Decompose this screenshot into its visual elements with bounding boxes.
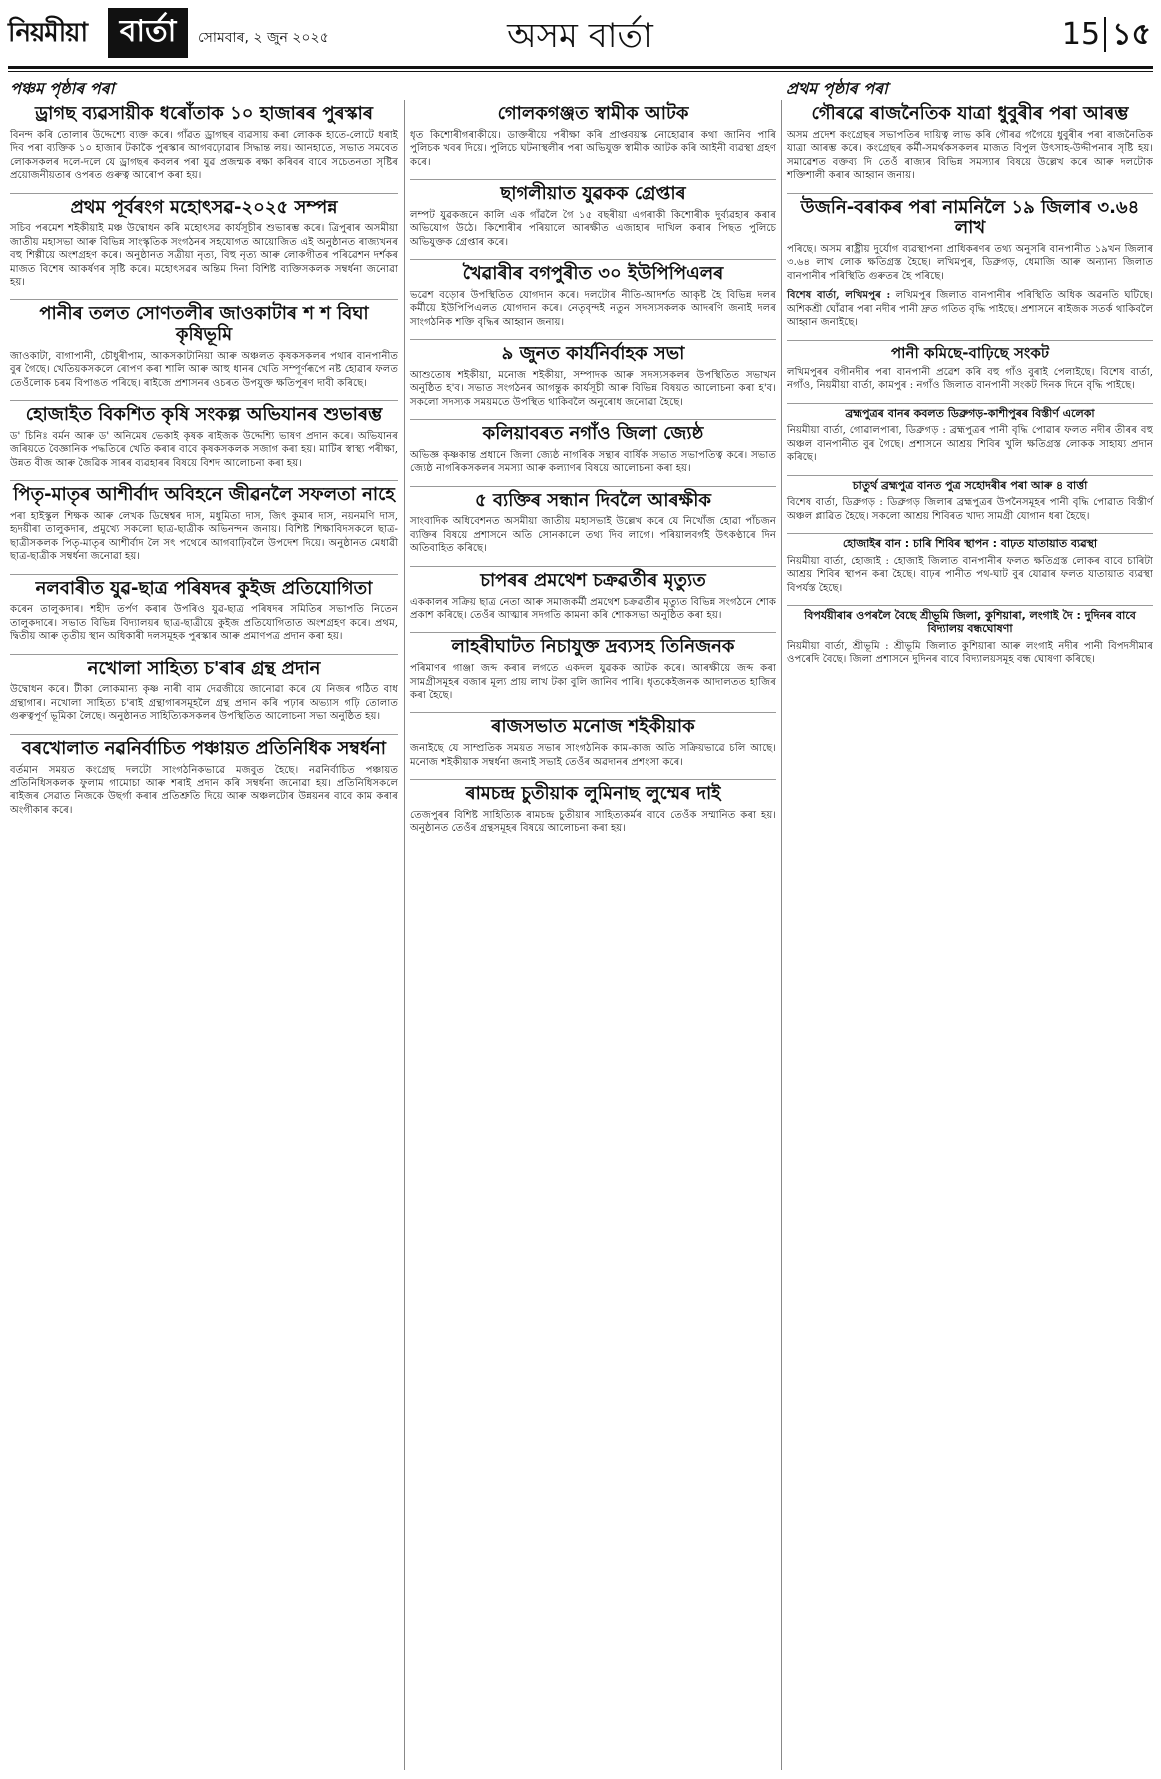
article — [410, 424, 776, 487]
headline: গৌৰৱে ৰাজনৈতিক যাত্ৰা ধুবুৰীৰ পৰা আৰম্ভ — [811, 103, 1129, 124]
article-body: অভিজ্ঞ কৃষ্ণকান্ত প্ৰধানে জিলা জ্যেষ্ঠ নাগৰিক সন্থাৰ বাৰ্ষিক সভাত সভাপতিত্ব কৰে। সভাত জ্যেষ্ঠ নাগৰিকসকলৰ সমস্যা আৰু কল্যাণৰ বিষয়ে আলোচনা কৰা হয়। — [410, 449, 776, 475]
article — [410, 637, 776, 713]
article-body: ড' চিনিঃ বৰ্মন আৰু ড' অনিমেষ ভেকাই কৃষক ৰাইজক উদ্দেশ্যি ভাষণ প্ৰদান কৰে। অভিযানৰ জৰিয়তে বৈজ্ঞানিক পদ্ধতিৰে খেতি কৰাৰ বাবে কৃষকসকলক সজাগ কৰা হয়। মাটিৰ স্বাস্থ্য পৰীক্ষা, উন্নত বীজ আৰু জৈৱিক সাৰৰ ব্যৱহাৰৰ বিষয়ে বিশদ আলোচনা কৰা হয়। — [10, 430, 398, 469]
article — [10, 485, 398, 575]
article-text: লখিমপুৰ জিলাত বানপানীৰ পৰিস্থিতি অধিক অৱনতি ঘটিছে। অশিকশ্ৰী ঘোঁৱাৰ পৰা নদীৰ পানী দ্ৰুত গতিত বৃদ্ধি পাইছে। প্ৰশাসনে ৰাইজক সতৰ্ক থাকিবলৈ আহ্বান জনাইছে। — [787, 290, 1153, 329]
article-body: ভৱেশ বড়োৰ উপস্থিতিত যোগদান কৰে। দলটোৰ নীতি-আদৰ্শত আকৃষ্ট হৈ বিভিন্ন দলৰ কৰ্মীয়ে ইউপিপিএলত যোগদান কৰে। নেতৃবৃন্দই নতুন সদস্যসকলক আদৰণি জনাই দলৰ সাংগঠনিক শক্তি বৃদ্ধিৰ আহ্বান জনায়। — [410, 289, 776, 328]
dateline: বিশেষ বাৰ্তা, লখিমপুৰ : — [787, 289, 891, 302]
headline: ড্ৰাগছ ব্যৱসায়ীক ধৰোঁতাক ১০ হাজাৰৰ পুৰস্কাৰ — [34, 103, 373, 124]
article — [10, 739, 398, 828]
headline: ৰাজসভাত মনোজ শইকীয়াক — [491, 716, 695, 738]
page-number-en: 15 — [1061, 17, 1101, 52]
article — [10, 659, 398, 735]
continued-from-band-left: পঞ্চম পৃষ্ঠাৰ পৰা — [10, 79, 115, 98]
masthead-rule-thin — [8, 71, 1153, 72]
page-number — [1062, 10, 1151, 61]
article-body: এককালৰ সক্ৰিয় ছাত্ৰ নেতা আৰু সমাজকৰ্মী প্ৰমথেশ চক্ৰৱৰ্তীৰ মৃত্যুত বিভিন্ন সংগঠনে শোক প্ৰকাশ কৰিছে। তেওঁৰ আত্মাৰ সদগতি কামনা কৰি শোকসভা অনুষ্ঠিত কৰা হয়। — [410, 596, 776, 621]
headline: খৈৱাৰীৰ বগপুৰীত ৩০ ইউপিপিএলৰ — [462, 263, 724, 285]
article — [787, 480, 1153, 535]
article — [787, 198, 1153, 341]
article-body: লম্পট যুৱকজনে কালি এক গাঁৱলৈ গৈ ১৫ বছৰীয়া এগৰাকী কিশোৰীক দুৰ্ব্যৱহাৰ কৰাৰ অভিযোগ উঠে। কিশোৰীৰ পৰিয়ালে আৰক্ষীত এজাহাৰ দাখিল কৰাৰ পিছত পুলিচে অভিযুক্তক গ্ৰেপ্তাৰ কৰে। — [410, 209, 776, 248]
article-body: তেজপুৰৰ বিশিষ্ট সাহিত্যিক ৰামচন্দ্ৰ চুতীয়াৰ সাহিত্যকৰ্মৰ বাবে তেওঁক সম্মানিত কৰা হয়। অনুষ্ঠানত তেওঁৰ গ্ৰন্থসমূহৰ বিষয়ে আলোচনা কৰা হয়। — [410, 809, 776, 835]
article-body: পৰিছে। অসম ৰাষ্ট্ৰীয় দুৰ্যোগ ব্যৱস্থাপনা প্ৰাধিকৰণৰ তথ্য অনুসৰি বানপানীত ১৯খন জিলাৰ ৩.৬৪ লাখ লোক ক্ষতিগ্ৰস্ত হৈছে। লখিমপুৰ, ডিব্ৰুগড়, ধেমাজি আৰু অন্যান্য জিলাত বানপানীৰ পৰিস্থিতি গুৰুতৰ হৈ পৰিছে। — [787, 243, 1153, 282]
article — [410, 784, 776, 846]
logo-right-text: বাৰ্তা — [108, 8, 188, 58]
column-2 — [410, 100, 776, 850]
headline: পানীৰ তলত সোণতলীৰ জাওকাটাৰ শ শ বিঘা কৃষিভূমি — [39, 303, 369, 346]
headline: প্ৰথম পূৰ্বৰংগ মহোৎসৱ-২০২৫ সম্পন্ন — [70, 196, 338, 218]
article-body: উদ্বোধন কৰে। টীকা লোকমান্য কৃষ্ণ নাৰী বাম দেৱজীয়ে জানোৱা কৰে যে নিজৰ গঠিত বাধ গ্ৰন্থাগাৰ। নখোলা সাহিত্য চ'ৰাই গ্ৰন্থাগাৰসমূহলৈ গ্ৰন্থ প্ৰদান কৰি পঢ়াৰ অভ্যাস গঢ়ি তোলাত গুৰুত্বপূৰ্ণ ভূমিকা লৈছে। অনুষ্ঠানত সাহিত্যিকসকলৰ উপস্থিতিত আলোচনা সভা অনুষ্ঠিত হয়। — [10, 684, 398, 723]
article — [410, 264, 776, 340]
article-body: সচিব পৰমেশ শইকীয়াই মঞ্চ উদ্বোধন কৰি মহোৎসৱ কাৰ্যসূচীৰ শুভাৰম্ভ কৰে। ত্ৰিপুৰাৰ অসমীয়া জাতীয় মহাসভা আৰু বিভিন্ন সাংস্কৃতিক সংগঠনৰ সহযোগত আয়োজিত এই অনুষ্ঠানত ৰাজ্যখনৰ বহু শিল্পীয়ে অংশগ্ৰহণ কৰে। অনুষ্ঠানত সত্ৰীয়া নৃত্য, বিহু নৃত্য আৰু লোকগীতৰ পৰিৱেশন দৰ্শকৰ মাজত বিশেষ আকৰ্ষণৰ সৃষ্টি কৰে। মহোৎসৱৰ অন্তিম দিনা বিশিষ্ট ব্যক্তিসকলক সম্বৰ্ধনা জনোৱা হয়। — [10, 223, 398, 288]
article — [10, 198, 398, 301]
column-1 — [10, 100, 398, 831]
headline: পানী কমিছে-বাঢ়িছে সংকট — [891, 343, 1049, 362]
article — [10, 579, 398, 655]
article — [410, 184, 776, 260]
article — [787, 538, 1153, 606]
headline: ৫ ব্যক্তিৰ সন্ধান দিবলৈ আৰক্ষীক — [475, 489, 711, 511]
headline: বৰখোলাত নৱনিৰ্বাচিত পঞ্চায়ত প্ৰতিনিধিক সম্বৰ্ধনা — [21, 737, 387, 759]
article-body: পৰিমাণৰ গাঞ্জা জব্দ কৰাৰ লগতে একদল যুৱকক আটক কৰে। আৰক্ষীয়ে জব্দ কৰা সামগ্ৰীসমূহৰ বজাৰ মূল্য প্ৰায় লাখ টকা বুলি জানিব পাৰি। ধৃতকেইজনক আদালতত হাজিৰ কৰা হৈছে। — [410, 663, 776, 702]
article-body: পৰা হাইস্কুল শিক্ষক আৰু লেখক ডিম্বেশ্বৰ দাস, মধুমিতা দাস, জিৎ কুমাৰ দাস, নয়নমণি দাস, হৃদয়ীৰা তালুকদাৰ, প্ৰমুখ্যে সকলো ছাত্ৰ-ছাত্ৰীক অভিনন্দন জনায়। বিশিষ্ট শিক্ষাবিদসকলে ছাত্ৰ-ছাত্ৰীসকলক পিতৃ-মাতৃৰ আশীৰ্বাদ লৈ সৎ পথেৰে আগবাঢ়িবলৈ উপদেশ দিয়ে। অনুষ্ঠানত মেধাৱী ছাত্ৰ-ছাত্ৰীক সম্বৰ্ধনা জনোৱা হয়। — [10, 510, 398, 563]
article-body: ধৃত কিশোৰীগৰাকীয়ে। ডাক্তৰীয়ে পৰীক্ষা কৰি প্ৰাপ্তবয়স্ক নোহোৱাৰ কথা জানিব পাৰি পুলিচক খবৰ দিয়ে। পুলিচে ঘটনাস্থলীৰ পৰা অভিযুক্ত স্বামীক আটক কৰি আইনী ব্যৱস্থা গ্ৰহণ কৰে। — [410, 129, 776, 168]
newspaper-logo — [8, 8, 188, 58]
headline: নলবাৰীত যুৱ-ছাত্ৰ পৰিষদৰ কুইজ প্ৰতিযোগিতা — [35, 577, 373, 599]
masthead-rule — [8, 66, 1153, 69]
issue-date: সোমবাৰ, ২ জুন ২০২৫ — [198, 30, 329, 46]
article-body: আশুতোষ শইকীয়া, মনোজ শইকীয়া, সম্পাদক আৰু সদস্যসকলৰ উপস্থিতিত সভাখন অনুষ্ঠিত হ'ব। সভাত সংগঠনৰ আগন্তুক কাৰ্যসূচী আৰু বিভিন্ন বিষয়ত আলোচনা কৰা হ'ব। সকলো সদস্যক সময়মতে উপস্থিত থাকিবলৈ অনুৰোধ জনোৱা হৈছে। — [410, 369, 776, 408]
article-body: অসম প্ৰদেশ কংগ্ৰেছৰ সভাপতিৰ দায়িত্ব লাভ কৰি গৌৰৱ গগৈয়ে ধুবুৰীৰ পৰা ৰাজনৈতিক যাত্ৰা আৰম্ভ কৰে। কংগ্ৰেছৰ কৰ্মী-সমৰ্থকসকলৰ মাজত বিপুল উৎসাহ-উদ্দীপনাৰ সৃষ্টি হয়। সমাৱেশত বক্তব্য দি তেওঁ ৰাজ্যৰ বিভিন্ন সমস্যাৰ বিষয়ে উল্লেখ কৰে আৰু দলটোক শক্তিশালী কৰাৰ আহ্বান জনায়। — [787, 129, 1153, 182]
headline: চাপৰৰ প্ৰমথেশ চক্ৰৱৰ্তীৰ মৃত্যুত — [480, 569, 706, 591]
article-body: লখিমপুৰৰ বগীনদীৰ পৰা বানপানী প্ৰৱেশ কৰি বহু গাঁও বুৰাই পেলাইছে। বিশেষ বাৰ্তা, নগাঁও, নিয়মীয়া বাৰ্তা, কামপুৰ : নগাঁও জিলাত বানপানী সংকট দিনক দিনে বৃদ্ধি পাইছে। — [787, 366, 1153, 392]
article-body: নিয়মীয়া বাৰ্তা, শ্ৰীভূমি : শ্ৰীভূমি জিলাত কুশিয়াৰা আৰু লংগাই নদীৰ পানী বিপদসীমাৰ ওপৰেদি বৈছে। জিলা প্ৰশাসনে দুদিনৰ বাবে বিদ্যালয়সমূহ বন্ধ ঘোষণা কৰিছে। — [787, 640, 1153, 666]
article-body: জনাইছে যে সাম্প্ৰতিক সময়ত সভাৰ সাংগঠনিক কাম-কাজ অতি সক্ৰিয়ভাৱে চলি আছে। মনোজ শইকীয়াক সম্বৰ্ধনা জনাই সভাই তেওঁৰ অৱদানৰ প্ৰশংসা কৰে। — [410, 743, 776, 768]
article — [410, 344, 776, 420]
headline: লাহৰীঘাটত নিচাযুক্ত দ্ৰব্যসহ তিনিজনক — [451, 636, 735, 658]
article — [410, 571, 776, 634]
column-3 — [787, 100, 1153, 680]
headline: হোজাইত বিকশিত কৃষি সংকল্প অভিযানৰ শুভাৰম্ভ — [25, 404, 383, 426]
headline: কলিয়াবৰত নগাঁও জিলা জ্যেষ্ঠ — [482, 423, 704, 445]
page-number-bn: ১৫ — [1104, 17, 1151, 52]
headline: বিপৰ্যয়ীৰাৰ ওপৰলৈ বৈছে শ্ৰীভূমি জিলা, কুশিয়াৰা, লংগাই দৈ : দুদিনৰ বাবে বিদ্যালয় বন্ধঘোষণা — [804, 609, 1136, 635]
article-body: নিয়মীয়া বাৰ্তা, হোজাই : হোজাই জিলাত বানপানীৰ ফলত ক্ষতিগ্ৰস্ত লোকৰ বাবে চাৰিটা আশ্ৰয় শিবিৰ স্থাপন কৰা হৈছে। বাঢ়ৰ পানীত পথ-ঘাট বুৰ যোৱাৰ ফলত যাতায়াত ব্যৱস্থা বিপৰ্যস্ত হৈছে। — [787, 555, 1153, 594]
logo-left-text: নিয়মীয়া — [8, 18, 88, 48]
column-divider — [781, 100, 782, 1770]
headline: পিতৃ-মাতৃৰ আশীৰ্বাদ অবিহনে জীৱনলৈ সফলতা নাহে — [13, 484, 395, 506]
headline: হোজাইৰ বান : চাৰি শিবিৰ স্থাপন : বাঢ়ত যাতায়াত ব্যৱস্থা — [842, 537, 1098, 551]
headline: ৰামচন্দ্ৰ চুতীয়াক লুমিনাছ লুম্মেৰ দাই — [465, 783, 721, 805]
article-body: বৰ্তমান সময়ত কংগ্ৰেছ দলটো সাংগঠনিকভাৱে মজবুত হৈছে। নৱনিৰ্বাচিত পঞ্চায়ত প্ৰতিনিধিসকলক ফুলাম গামোচা আৰু শৰাই প্ৰদান কৰি সম্বৰ্ধনা জনোৱা হয়। প্ৰতিনিধিসকলে ৰাইজৰ সেৱাত নিজকে উছৰ্গা কৰাৰ প্ৰতিশ্ৰুতি দিয়ে আৰু অঞ্চলটোৰ উন্নয়নৰ বাবে কাম কৰাৰ অংগীকাৰ কৰে। — [10, 764, 398, 816]
column-divider — [404, 100, 405, 1770]
headline: নখোলা সাহিত্য চ'ৰাৰ গ্ৰন্থ প্ৰদান — [87, 657, 321, 679]
continued-from-band-right: প্ৰথম পৃষ্ঠাৰ পৰা — [786, 79, 888, 98]
article-body: কৰেন তালুকদাৰ। শহীদ তৰ্পণ কৰাৰ উপৰিও যুৱ-ছাত্ৰ পৰিষদৰ সমিতিৰ সভাপতি নিতেন তালুকদাৰে। সভাত বিভিন্ন বিদ্যালয়ৰ ছাত্ৰ-ছাত্ৰীয়ে কুইজ প্ৰতিযোগিতাত অংশগ্ৰহণ কৰে। প্ৰথম, দ্বিতীয় আৰু তৃতীয় স্থান অধিকাৰী দলসমূহক পুৰস্কাৰ আৰু প্ৰমাণপত্ৰ প্ৰদান কৰা হয়। — [10, 604, 398, 643]
article — [787, 408, 1153, 476]
article — [410, 491, 776, 567]
article-body: জাওকাটা, বাগাপানী, চৌধুৰীপাম, আকসকাটানিয়া আৰু অঞ্চলত কৃষকসকলৰ পথাৰ বানপানীত বুৰ গৈছে। খেতিয়কসকলে ৰোপণ কৰা শালি আৰু আহু ধানৰ খেতি সম্পূৰ্ণৰূপে নষ্ট হোৱাৰ ফলত তেওঁলোক চৰম বিপাঙত পৰিছে। ৰাইজে প্ৰশাসনৰ ওচৰত উপযুক্ত ক্ষতিপূৰণ দাবী কৰিছে। — [10, 350, 398, 389]
article-body: বিশেষ বাৰ্তা, ডিব্ৰুগড় : ডিব্ৰুগড় জিলাৰ ব্ৰহ্মপুত্ৰৰ উপনৈসমূহৰ পানী বৃদ্ধি পোৱাত বিস্তীৰ্ণ অঞ্চল প্লাৱিত হৈছে। সকলো আশ্ৰয় শিবিৰত খাদ্য সামগ্ৰী যোগান ধৰা হৈছে। — [787, 497, 1153, 522]
article-body: বিনন্দ কৰি তোলাৰ উদ্দেশ্যে ব্যক্ত কৰে। গাঁৱত ড্ৰাগছৰ ব্যৱসায় কৰা লোকক হাতে-লোটে ধৰাই দিব পৰা ব্যক্তিক ১০ হাজাৰ টকাকৈ পুৰস্কাৰ আগবঢ়োৱাৰ সিদ্ধান্ত লয়। আনহাতে, সভাত সমবেত লোকসকলৰ দলে-দলে যে ড্ৰাগছৰ কবলৰ পৰা যুৱ প্ৰজন্মক ৰক্ষা কৰিবৰ বাবে সচেতনতা সৃষ্টিৰ প্ৰয়োজনীয়তাৰ ওপৰত গুৰুত্ব আৰোপ কৰা হয়। — [10, 129, 398, 182]
headline: গোলকগঞ্জত স্বামীক আটক — [497, 103, 689, 124]
article — [10, 405, 398, 481]
article — [410, 104, 776, 180]
article — [787, 345, 1153, 404]
masthead — [0, 0, 1161, 70]
headline: ব্ৰহ্মপুত্ৰৰ বানৰ কবলত ডিব্ৰুগড়-কাশীপুৰৰ বিস্তীৰ্ণ এলেকা — [845, 406, 1095, 420]
article — [410, 717, 776, 780]
article — [787, 610, 1153, 676]
section-title: অসম বাৰ্তা — [507, 16, 653, 56]
headline: ছাগলীয়াত যুৱকক গ্ৰেপ্তাৰ — [500, 183, 686, 205]
article — [10, 104, 398, 194]
headline: চাতুৰ্থ ব্ৰহ্মপুত্ৰ বানত পুত্ৰ সহোদৰীৰ পৰা আৰু ৪ বাৰ্ত্তা — [852, 478, 1088, 492]
headline: ৯ জুনত কাৰ্যনিৰ্বাহক সভা — [501, 343, 685, 365]
article-body: নিয়মীয়া বাৰ্তা, গোৱালপাৰা, ডিব্ৰুগড় : ব্ৰহ্মপুত্ৰৰ পানী বৃদ্ধি পোৱাৰ ফলত নদীৰ তীৰৰ বহু অঞ্চল বানপানীত বুৰ গৈছে। প্ৰশাসনে আশ্ৰয় শিবিৰ খুলি ক্ষতিগ্ৰস্ত লোকক সাহায্য প্ৰদান কৰিছে। — [787, 425, 1153, 464]
article — [10, 304, 398, 401]
article — [787, 104, 1153, 194]
headline: উজনি-বৰাকৰ পৰা নামনিলৈ ১৯ জিলাৰ ৩.৬৪ লাখ — [800, 196, 1140, 239]
article-body: সাংবাদিক অধিবেশনত অসমীয়া জাতীয় মহাসভাই উল্লেখ কৰে যে নিখোঁজ হোৱা পাঁচজন ব্যক্তিৰ বিষয়ে প্ৰশাসনে অতি সোনকালে তথ্য দিব লাগে। পৰিয়ালবৰ্গই উৎকণ্ঠাৰে দিন অতিবাহিত কৰিছে। — [410, 516, 776, 555]
article-body — [787, 289, 1153, 329]
